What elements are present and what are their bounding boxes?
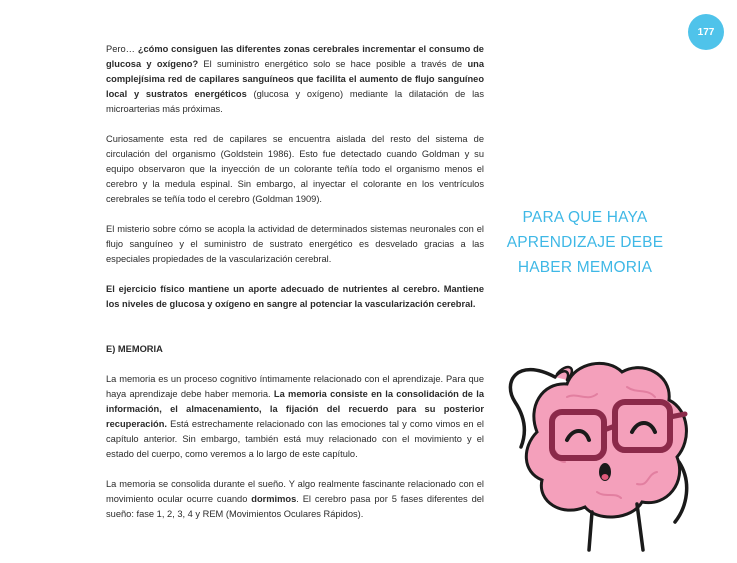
thinking-brain-illustration	[497, 322, 697, 557]
p1-question: ¿cómo consiguen las diferentes zonas cerebrales incrementar el consumo de glucosa y oxígeno?	[106, 44, 484, 69]
p6-end: . El cerebro pasa por 5 fases diferentes del sueño: fase 1, 2, 3, 4 y REM (Movimientos Oculares Rápidos).	[106, 494, 484, 519]
p4-bold: El ejercicio físico mantiene un aporte adecuado de nutrientes al cerebro. Mantiene los niveles de glucosa y oxígeno en sangre al potenciar la vascularización cerebral.	[106, 284, 484, 309]
paragraph-4	[106, 282, 484, 312]
section-title: E) MEMORIA	[106, 344, 163, 354]
p6-highlight: dormimos	[251, 494, 297, 504]
body-text	[106, 42, 484, 522]
paragraph-6	[106, 477, 484, 522]
p1-end: (glucosa y oxígeno) mediante la dilatación de las microarterias más próximas.	[106, 89, 484, 114]
p5-highlight: La memoria consiste en la consolidación de la información, el almacenamiento, la fijación del recuerdo para su posterior recuperación.	[106, 389, 484, 429]
paragraph-3: El misterio sobre cómo se acopla la actividad de determinados sistemas neuronales con el flujo sanguíneo y el suministro de sustrato energético es desvelado gracias a las especiales propiedades de la vascularización cerebral.	[106, 224, 484, 264]
p1-text: El suministro energético solo se hace posible a través de	[198, 59, 468, 69]
p5-text: La memoria es un proceso cognitivo íntimamente relacionado con el aprendizaje. Para que haya aprendizaje debe haber memoria.	[106, 374, 484, 399]
callout-line-1: PARA QUE HAYA	[522, 209, 648, 226]
callout-quote	[495, 205, 675, 280]
p1-intro: Pero…	[106, 44, 138, 54]
callout-line-3: HABER MEMORIA	[517, 259, 653, 276]
page-number-badge: 177	[688, 14, 724, 50]
paragraph-5	[106, 372, 484, 462]
p1-highlight: una complejísima red de capilares sanguíneos que facilita el aumento de flujo sanguíneo local y sustratos energéticos	[106, 59, 484, 99]
p6-text: La memoria se consolida durante el sueño. Y algo realmente fascinante relacionado con el movimiento ocular ocurre cuando	[106, 479, 484, 504]
leg-right	[637, 504, 643, 550]
paragraph-1	[106, 42, 484, 117]
p5-end: Está estrechamente relacionado con las emociones tal y como vimos en el capítulo anterior. Sin embargo, también está muy relacionado con el movimiento y el estado del cuerpo, como veremos a lo largo de este capítulo.	[106, 419, 484, 459]
tongue	[602, 474, 609, 480]
callout-line-2: APRENDIZAJE DEBE	[506, 234, 664, 251]
glasses-arm	[670, 414, 685, 417]
leg-left	[589, 512, 592, 550]
paragraph-2: Curiosamente esta red de capilares se encuentra aislada del resto del sistema de circulación del organismo (Goldstein 1986). Esto fue detectado cuando Goldman y su equipo observaron que la inyección de un colorante teñía todo el organismo menos el cerebro y la medula espinal. Sin embargo, al inyectar el colorante en los ventrículos cerebrales se teñía todo el cerebro (Goldman 1909).	[106, 134, 484, 204]
